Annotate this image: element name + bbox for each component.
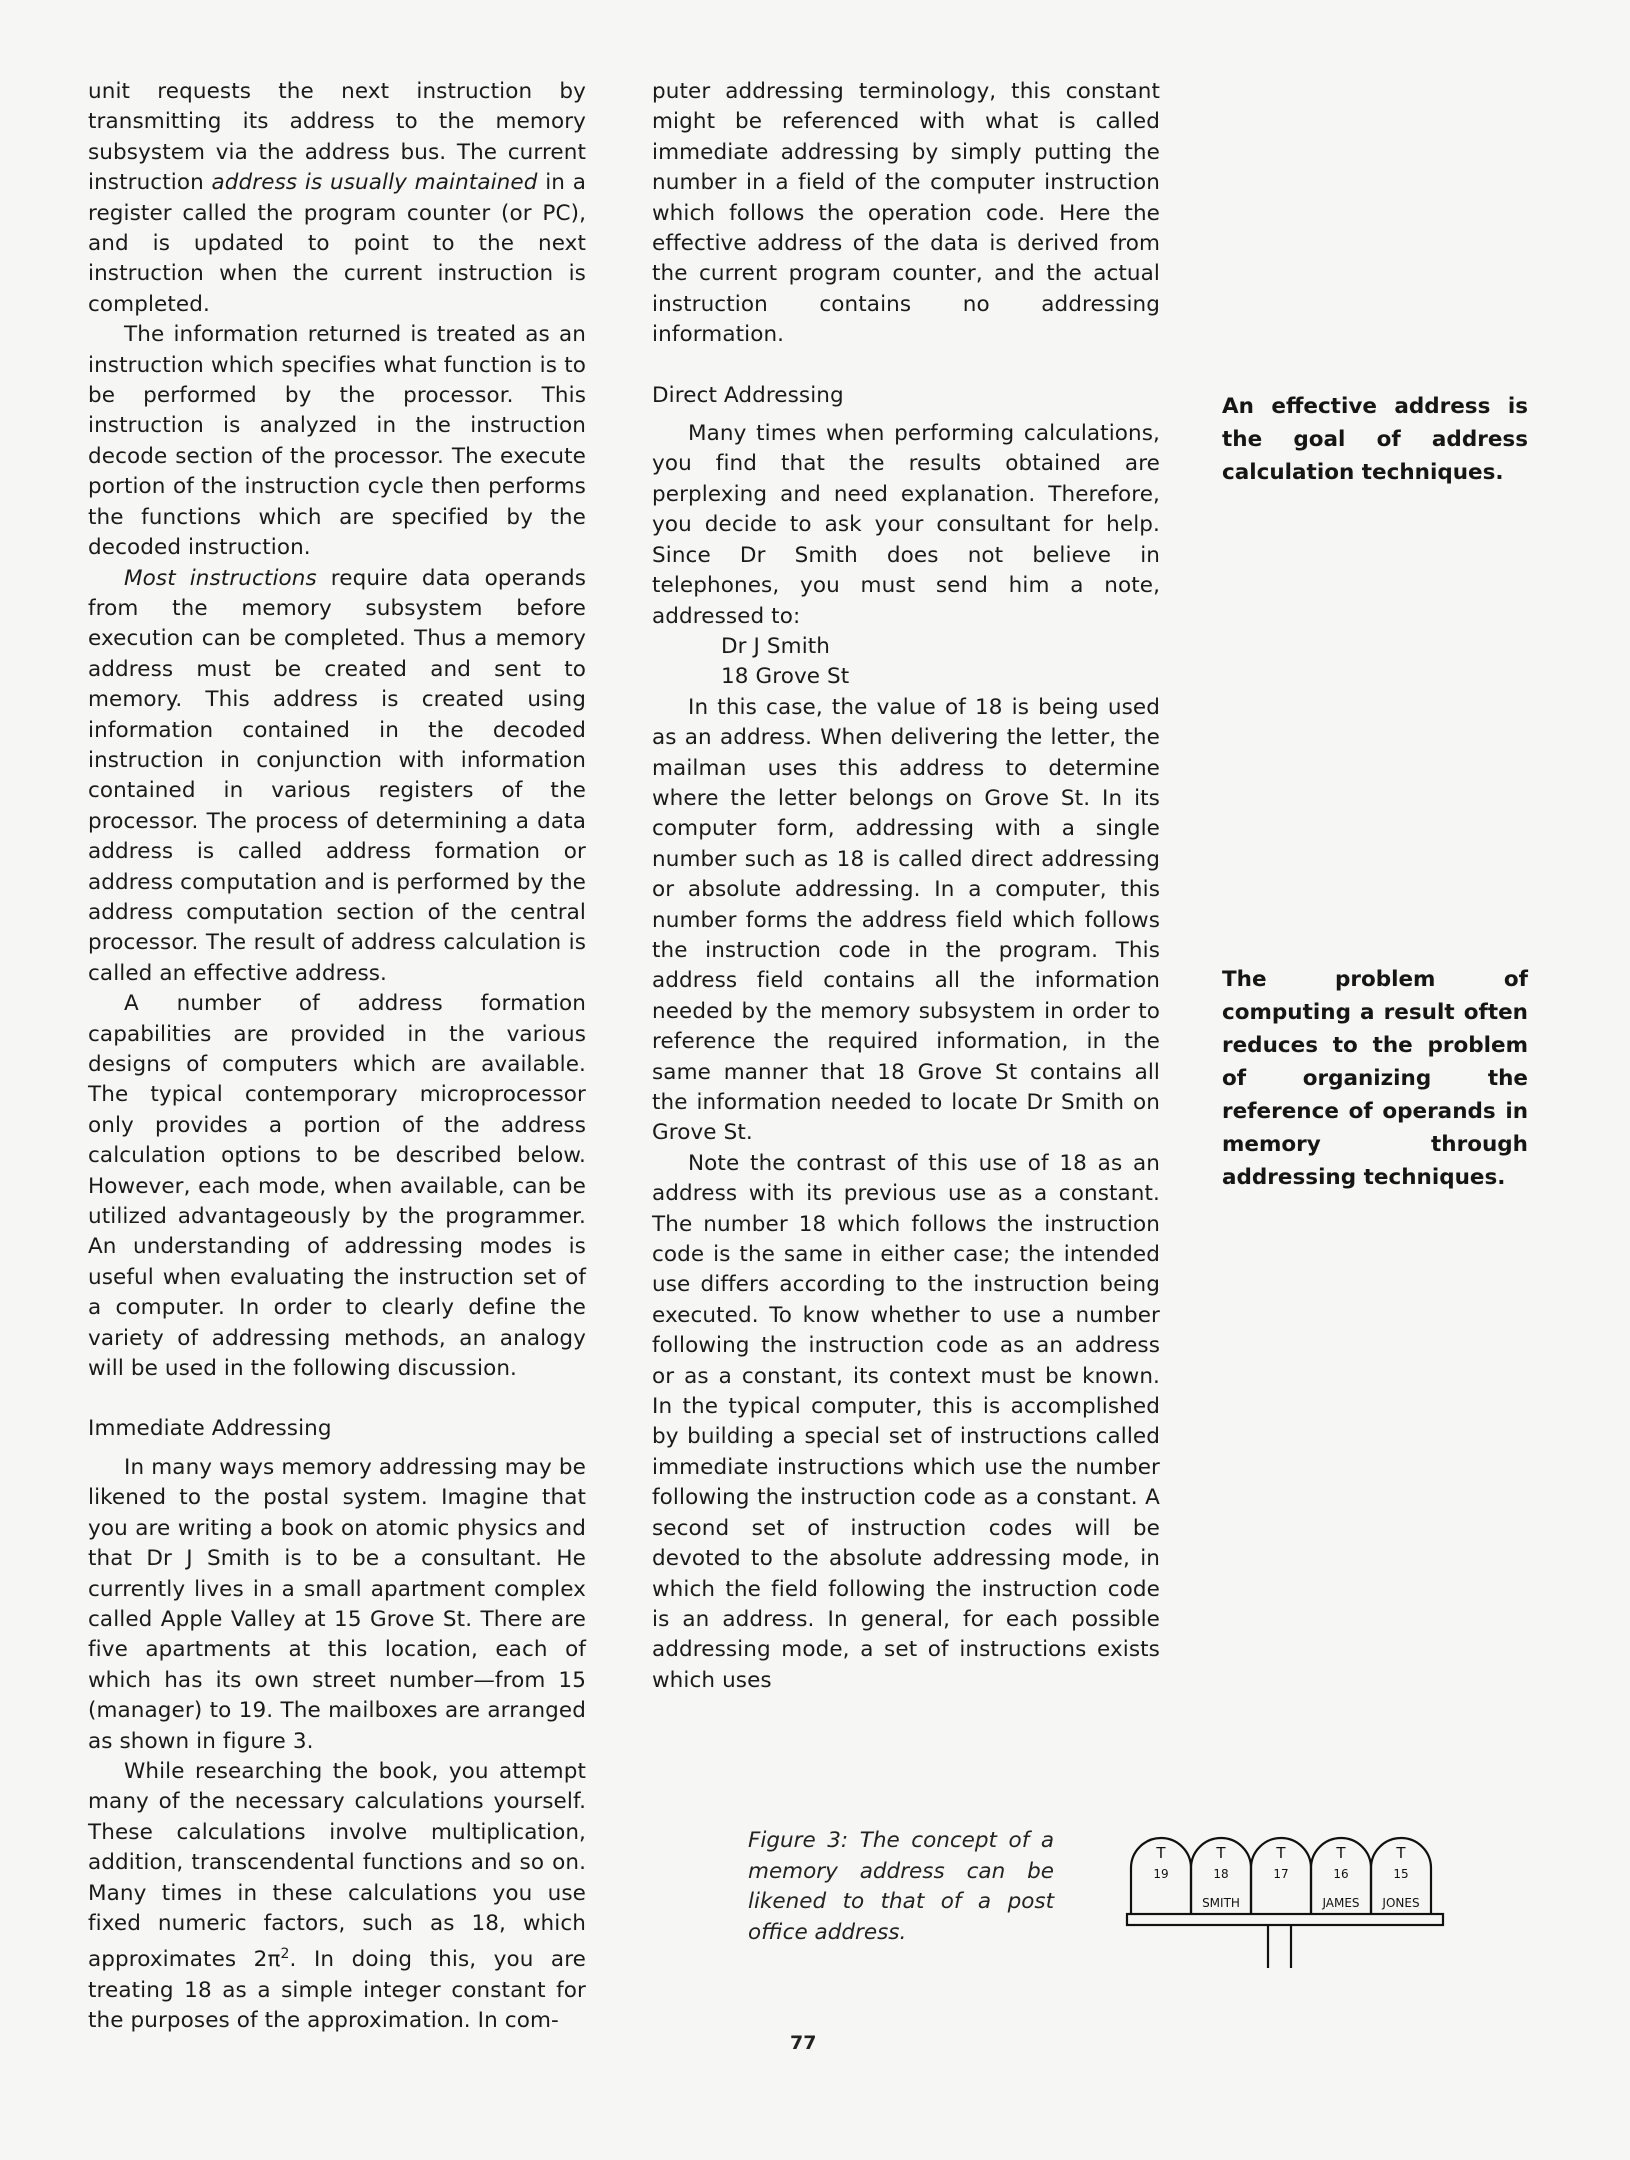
address-line-name: Dr J Smith [721,633,831,659]
mailbox-flag: T [1216,1844,1226,1862]
middle-text-column [652,77,1160,1696]
left-text-column [88,77,586,2037]
italic-phrase: address is usually maintained [211,170,538,196]
section-heading-immediate-addressing: Immediate Addressing [88,1416,332,1442]
paragraph-text: unit requests the next instruction by transmitting its address to the memory subsystem via the address bus. The current instruction [88,79,586,196]
mailbox-diagram [1125,1828,1455,1993]
page-number: 77 [790,2032,817,2054]
mailbox-number: 17 [1273,1867,1289,1881]
margin-note: The problem of computing a result often reduces to the problem of organizing the reference of operands in memory through addressing techniques. [1222,967,1528,1190]
mailbox-flag: T [1336,1844,1346,1862]
mailbox-name: JONES [1382,1896,1420,1910]
paragraph [88,1757,586,2037]
italic-phrase: Most instructions [124,565,317,591]
paragraph: puter addressing terminology, this constant might be referenced with what is called immediate addressing by simply putting the number in a field of the computer instruction which follows the operation code. Here the effective address of the data is derived from the current program counter, and the actual instruction contains no addressing information. [652,79,1160,348]
mailbox-shelf [1127,1914,1443,1925]
figure-caption: Figure 3: The concept of a memory address can be likened to that of a post office address. [748,1828,1054,1945]
mailbox-name: SMITH [1202,1896,1240,1910]
mailbox-flag: T [1276,1844,1286,1862]
mailbox-flag: T [1156,1844,1166,1862]
paragraph [88,77,586,320]
mailbox-number: 15 [1393,1867,1409,1881]
mailbox-name: JAMES [1322,1896,1360,1910]
address-line-street: 18 Grove St [721,664,850,690]
paragraph-text: in a register called the program counter (or PC), and is updated to point to the next instruction when the current instruction is completed. [88,170,586,317]
section-heading-direct-addressing: Direct Addressing [652,382,844,408]
paragraph-text: While researching the book, you attempt many of the necessary calculations yourself. These calculations involve multiplication, addition, transcendental functions and so on. Many times in these calculations you use fixed numeric factors, such as 18, which approximates 2π [88,1758,586,1973]
margin-note: An effective address is the goal of address calculation techniques. [1222,394,1528,485]
paragraph: A number of address formation capabilities are provided in the various designs of computers which are available. The typical contemporary microprocessor only provides a portion of the address calculation options to be described below. However, each mode, when available, can be utilized advantageously by the programmer. An understanding of addressing modes is useful when evaluating the instruction set of a computer. In order to clearly define the variety of addressing methods, an analogy will be used in the following discussion. [88,991,586,1382]
mailbox-flag: T [1396,1844,1406,1862]
paragraph [88,564,586,990]
spacer [88,1445,586,1453]
paragraph: In this case, the value of 18 is being used as an address. When delivering the letter, the mailman uses this address to determine where the letter belongs on Grove St. In its computer form, addressing with a single number such as 18 is called direct addressing or absolute addressing. In a computer, this number forms the address field which follows the instruction code in the program. This address field contains all the information needed by the memory subsystem in order to reference the required information, in the same manner that 18 Grove St contains all the information needed to locate Dr Smith on Grove St. [652,694,1160,1146]
paragraph-text: require data operands from the memory subsystem before execution can be completed. Thus a memory address must be created and sent to memory. This address is created using information contained in the decoded instruction in conjunction with information contained in various registers of the processor. The process of determining a data address is called address formation or address computation and is performed by the address computation section of the central processor. The result of address calculation is called an effective address. [88,565,586,986]
superscript: 2 [280,1946,290,1963]
spacer [652,411,1160,419]
mailbox-number: 16 [1333,1867,1349,1881]
spacer [88,1384,586,1414]
paragraph: In many ways memory addressing may be likened to the postal system. Imagine that you are writing a book on atomic physics and that Dr J Smith is to be a consultant. He currently lives in a small apartment complex called Apple Valley at 15 Grove St. There are five apartments at this location, each of which has its own street number—from 15 (manager) to 19. The mailboxes are arranged as shown in figure 3. [88,1454,586,1754]
paragraph: The information returned is treated as an instruction which specifies what function is to be performed by the processor. This instruction is analyzed in the instruction decode section of the processor. The execute portion of the instruction cycle then performs the functions which are specified by the decoded instruction. [88,322,586,561]
paragraph-text: . In doing this, you are treating 18 as a simple integer constant for the purposes of the approximation. In com- [88,1947,586,2034]
paragraph: Many times when performing calculations, you find that the results obtained are perplexing and need explanation. Therefore, you decide to ask your consultant for help. Since Dr Smith does not believe in telephones, you must send him a note, addressed to: [652,421,1160,629]
mailbox-number: 19 [1153,1867,1169,1881]
mailbox-number: 18 [1213,1867,1229,1881]
spacer [652,351,1160,381]
paragraph: Note the contrast of this use of 18 as an address with its previous use as a constant. The number 18 which follows the instruction code is the same in either case; the intended use differs according to the instruction being executed. To know whether to use a number following the instruction code as an address or as a constant, its context must be known. In the typical computer, this is accomplished by building a special set of instructions called immediate instructions which use the number following the instruction code as a constant. A second set of instruction codes will be devoted to the absolute addressing mode, in which the field following the instruction code is an address. In general, for each possible addressing mode, a set of instructions exists which uses [652,1150,1160,1693]
